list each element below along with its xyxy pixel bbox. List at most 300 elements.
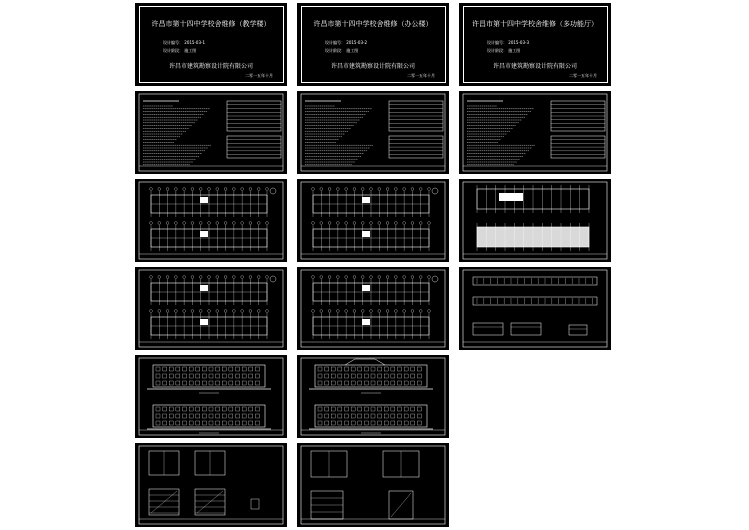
design-stage-value: 施工图 [346, 48, 359, 53]
window [156, 421, 160, 425]
notes-drawing [297, 91, 449, 174]
elevation-sheet-multipurpose[interactable] [458, 266, 612, 351]
grid-bubble [208, 276, 211, 279]
window [411, 374, 415, 378]
window [378, 367, 382, 371]
design-stage [163, 48, 196, 54]
window [249, 407, 253, 411]
window [417, 381, 421, 385]
plan-sheet-teaching-1[interactable] [134, 178, 288, 263]
window [318, 381, 322, 385]
window [391, 381, 395, 385]
floor-plan-drawing [135, 179, 287, 262]
window [371, 381, 375, 385]
grid-bubble [232, 188, 235, 191]
window [391, 374, 395, 378]
window [371, 407, 375, 411]
window [156, 374, 160, 378]
grid-bubble [174, 222, 177, 225]
window [331, 407, 335, 411]
design-code-label: 设计编号： [487, 40, 507, 45]
grid-bubble [336, 310, 339, 313]
window [398, 407, 402, 411]
window [189, 374, 193, 378]
grid-bubble [361, 222, 364, 225]
window [222, 381, 226, 385]
window [229, 421, 233, 425]
window [398, 381, 402, 385]
design-code-value: 2015-03-3 [508, 40, 529, 45]
window [216, 414, 220, 418]
window [176, 367, 180, 371]
grid-bubble [257, 222, 260, 225]
sheet-border [301, 6, 446, 83]
plan-sheet-office-1[interactable] [296, 178, 450, 263]
window [216, 421, 220, 425]
window [331, 381, 335, 385]
grid-bubble [411, 188, 414, 191]
window [209, 374, 213, 378]
window [384, 407, 388, 411]
hatched-area [499, 193, 523, 201]
detail-sheet-teaching[interactable] [134, 442, 288, 528]
window [202, 414, 206, 418]
grid-bubble [361, 188, 364, 191]
window [411, 381, 415, 385]
grid-bubble [208, 222, 211, 225]
grid-bubble [150, 188, 153, 191]
grid-bubble [370, 310, 373, 313]
window [255, 421, 259, 425]
grid-bubble [345, 310, 348, 313]
grid-bubble [174, 276, 177, 279]
window [242, 374, 246, 378]
window [229, 367, 233, 371]
window [331, 374, 335, 378]
window [404, 421, 408, 425]
window [338, 414, 342, 418]
window [358, 367, 362, 371]
window [176, 381, 180, 385]
grid-bubble [199, 222, 202, 225]
window [209, 367, 213, 371]
window [331, 421, 335, 425]
window [222, 421, 226, 425]
north-arrow [432, 188, 438, 194]
window [196, 367, 200, 371]
window [338, 367, 342, 371]
grid-bubble [419, 276, 422, 279]
grid-bubble [411, 310, 414, 313]
cover-date: 二零一五年十月 [407, 73, 435, 78]
window [156, 381, 160, 385]
grid-bubble [394, 222, 397, 225]
grid-bubble [428, 188, 431, 191]
grid-bubble [183, 222, 186, 225]
floor-plan-drawing [459, 179, 611, 262]
window [236, 407, 240, 411]
window [216, 381, 220, 385]
window [371, 374, 375, 378]
window [242, 414, 246, 418]
window [216, 407, 220, 411]
window [351, 414, 355, 418]
grid-bubble [232, 222, 235, 225]
window [249, 381, 253, 385]
window [364, 414, 368, 418]
window [169, 414, 173, 418]
window [351, 407, 355, 411]
stair-hatch [362, 231, 370, 237]
sheet-frame [301, 182, 445, 259]
window [163, 414, 167, 418]
cover-sheet-office[interactable] [296, 2, 450, 87]
window [391, 421, 395, 425]
window [404, 367, 408, 371]
grid-bubble [378, 276, 381, 279]
window [176, 421, 180, 425]
grid-bubble [361, 310, 364, 313]
grid-bubble [183, 276, 186, 279]
window [331, 367, 335, 371]
plan-sheet-teaching-2[interactable] [134, 266, 288, 351]
window [318, 374, 322, 378]
design-code [487, 40, 529, 46]
grid-bubble [394, 276, 397, 279]
design-stage-label: 设计阶段： [325, 48, 345, 53]
window [417, 374, 421, 378]
sheet-frame [301, 270, 445, 347]
window [325, 407, 329, 411]
detail-section [569, 325, 587, 335]
cover-sheet-teaching[interactable] [134, 2, 288, 87]
sheet-frame [463, 182, 607, 259]
window [417, 407, 421, 411]
window [378, 374, 382, 378]
window [169, 367, 173, 371]
window [183, 381, 187, 385]
notes-drawing [459, 91, 611, 174]
plan-sheet-office-2[interactable] [296, 266, 450, 351]
grid-bubble [158, 188, 161, 191]
grid-bubble [411, 276, 414, 279]
grid-bubble [403, 188, 406, 191]
grid-bubble [158, 310, 161, 313]
window [325, 367, 329, 371]
sheet-border [463, 6, 608, 83]
cover-sheet-multipurpose[interactable] [458, 2, 612, 87]
design-code-label: 设计编号： [325, 40, 345, 45]
window [189, 421, 193, 425]
grid-bubble [158, 276, 161, 279]
window [398, 367, 402, 371]
window [358, 374, 362, 378]
design-code-value: 2015-03-1 [184, 40, 205, 45]
window [404, 374, 408, 378]
window [325, 421, 329, 425]
window [417, 421, 421, 425]
window [325, 381, 329, 385]
grid-bubble [386, 222, 389, 225]
grid-bubble [336, 188, 339, 191]
window [222, 374, 226, 378]
grid-bubble [257, 188, 260, 191]
grid-bubble [320, 188, 323, 191]
notes-sheet-teaching[interactable] [134, 90, 288, 175]
elevation-drawing [459, 267, 611, 350]
window [242, 407, 246, 411]
window [196, 381, 200, 385]
window [236, 414, 240, 418]
window [255, 381, 259, 385]
grid-bubble [386, 188, 389, 191]
window [358, 381, 362, 385]
grid-bubble [370, 188, 373, 191]
window [371, 414, 375, 418]
grid-bubble [328, 310, 331, 313]
design-stage [487, 48, 520, 54]
window [364, 407, 368, 411]
window [411, 421, 415, 425]
window [222, 407, 226, 411]
window [417, 414, 421, 418]
window [404, 381, 408, 385]
sheet-frame [463, 94, 607, 171]
window [196, 374, 200, 378]
window [318, 421, 322, 425]
window [169, 381, 173, 385]
grid-bubble [353, 188, 356, 191]
window [411, 367, 415, 371]
grid-bubble [403, 276, 406, 279]
grid-bubble [166, 188, 169, 191]
floor-plan-drawing [135, 267, 287, 350]
window [222, 414, 226, 418]
grid-bubble [224, 276, 227, 279]
grid-bubble [353, 276, 356, 279]
grid-bubble [394, 188, 397, 191]
window [325, 414, 329, 418]
sheet-frame [139, 270, 283, 347]
grid-bubble [312, 222, 315, 225]
window [391, 414, 395, 418]
window [249, 414, 253, 418]
window [222, 367, 226, 371]
window [163, 407, 167, 411]
window [364, 367, 368, 371]
window [384, 414, 388, 418]
window [229, 407, 233, 411]
window [351, 381, 355, 385]
window [176, 374, 180, 378]
window [229, 374, 233, 378]
grid-bubble [249, 276, 252, 279]
grid-bubble [166, 310, 169, 313]
window [236, 381, 240, 385]
grid-bubble [249, 310, 252, 313]
grid-bubble [150, 222, 153, 225]
north-arrow [432, 276, 438, 282]
grid-bubble [345, 276, 348, 279]
window [345, 374, 349, 378]
stair-hatch [200, 285, 208, 291]
window [411, 414, 415, 418]
grid-bubble [312, 310, 315, 313]
grid-bubble [208, 310, 211, 313]
window [216, 374, 220, 378]
window [249, 421, 253, 425]
window [255, 374, 259, 378]
window [236, 374, 240, 378]
grid-bubble [336, 276, 339, 279]
window [318, 414, 322, 418]
stair-hatch [200, 197, 208, 203]
window [163, 367, 167, 371]
window [189, 407, 193, 411]
window [384, 381, 388, 385]
node-detail [251, 499, 259, 509]
window [404, 407, 408, 411]
sheet-frame [301, 94, 445, 171]
cover-title: 许昌市第十四中学校舍维修（多功能厅） [472, 20, 598, 28]
window [156, 367, 160, 371]
window [163, 374, 167, 378]
sheet-frame [139, 94, 283, 171]
window [325, 374, 329, 378]
grid-bubble [249, 222, 252, 225]
window [318, 367, 322, 371]
window [156, 414, 160, 418]
window [242, 421, 246, 425]
grid-bubble [320, 222, 323, 225]
grid-bubble [320, 276, 323, 279]
company-name: 许昌市建筑勘察设计院有限公司 [330, 63, 415, 70]
detail-drawing [135, 443, 287, 527]
sheet-border [139, 6, 284, 83]
window [358, 414, 362, 418]
roof-line [345, 359, 385, 365]
cover-title: 许昌市第十四中学校舍维修（教学楼） [151, 20, 271, 28]
grid-bubble [216, 276, 219, 279]
cover-date: 二零一五年十月 [569, 73, 597, 78]
window [236, 367, 240, 371]
sheet-frame [301, 358, 445, 435]
cover-date: 二零一五年十月 [245, 73, 273, 78]
grid-bubble [428, 310, 431, 313]
design-stage [325, 48, 358, 54]
grid-bubble [241, 188, 244, 191]
stair-hatch [362, 319, 370, 325]
window [169, 407, 173, 411]
window [209, 421, 213, 425]
window [176, 414, 180, 418]
notes-sheet-office[interactable] [296, 90, 450, 175]
section-sheet-office[interactable] [296, 442, 450, 528]
window [384, 374, 388, 378]
grid-bubble [266, 310, 269, 313]
grid-bubble [216, 222, 219, 225]
grid-bubble [361, 276, 364, 279]
window [183, 414, 187, 418]
grid-bubble [166, 222, 169, 225]
window [384, 421, 388, 425]
elevation-sheet-teaching[interactable] [134, 354, 288, 439]
grid-bubble [353, 310, 356, 313]
cover-title: 许昌市第十四中学校舍维修（办公楼） [313, 20, 433, 28]
window [364, 381, 368, 385]
grid-bubble [266, 188, 269, 191]
grid-bubble [403, 310, 406, 313]
window [163, 421, 167, 425]
elevation-sheet-office[interactable] [296, 354, 450, 439]
window [338, 374, 342, 378]
section-drawing [297, 443, 449, 527]
grid-bubble [232, 310, 235, 313]
stair-hatch [362, 197, 370, 203]
window [371, 421, 375, 425]
grid-bubble [419, 222, 422, 225]
company-name: 许昌市建筑勘察设计院有限公司 [492, 63, 577, 70]
grid-bubble [312, 188, 315, 191]
elevation-strip [473, 297, 597, 305]
window [229, 381, 233, 385]
design-code-value: 2015-03-2 [346, 40, 367, 45]
detail-section [511, 323, 541, 335]
window [398, 374, 402, 378]
grid-bubble [411, 222, 414, 225]
grid-bubble [191, 222, 194, 225]
sheet-frame [139, 182, 283, 259]
window [378, 407, 382, 411]
window [398, 414, 402, 418]
window [236, 421, 240, 425]
design-stage-value: 施工图 [184, 48, 197, 53]
window [378, 421, 382, 425]
grid-bubble [232, 276, 235, 279]
elevation-strip [473, 277, 597, 285]
grid-bubble [386, 276, 389, 279]
grid-bubble [378, 188, 381, 191]
window [364, 421, 368, 425]
window [345, 421, 349, 425]
plan-sheet-multipurpose[interactable] [458, 178, 612, 263]
grid-bubble [328, 276, 331, 279]
window [183, 374, 187, 378]
stair-flight [151, 491, 177, 513]
grid-bubble [370, 222, 373, 225]
grid-bubble [266, 222, 269, 225]
window [345, 414, 349, 418]
grid-bubble [183, 188, 186, 191]
notes-sheet-multipurpose[interactable] [458, 90, 612, 175]
window [196, 407, 200, 411]
window [169, 374, 173, 378]
grid-bubble [419, 310, 422, 313]
window [209, 381, 213, 385]
grid-bubble [378, 310, 381, 313]
grid-bubble [266, 276, 269, 279]
window [338, 381, 342, 385]
stair-hatch [200, 319, 208, 325]
grid-bubble [241, 310, 244, 313]
design-stage-value: 施工图 [508, 48, 521, 53]
grid-bubble [257, 310, 260, 313]
detail-section [473, 323, 503, 335]
grid-bubble [336, 222, 339, 225]
window [156, 407, 160, 411]
window [371, 367, 375, 371]
design-code [325, 40, 367, 46]
